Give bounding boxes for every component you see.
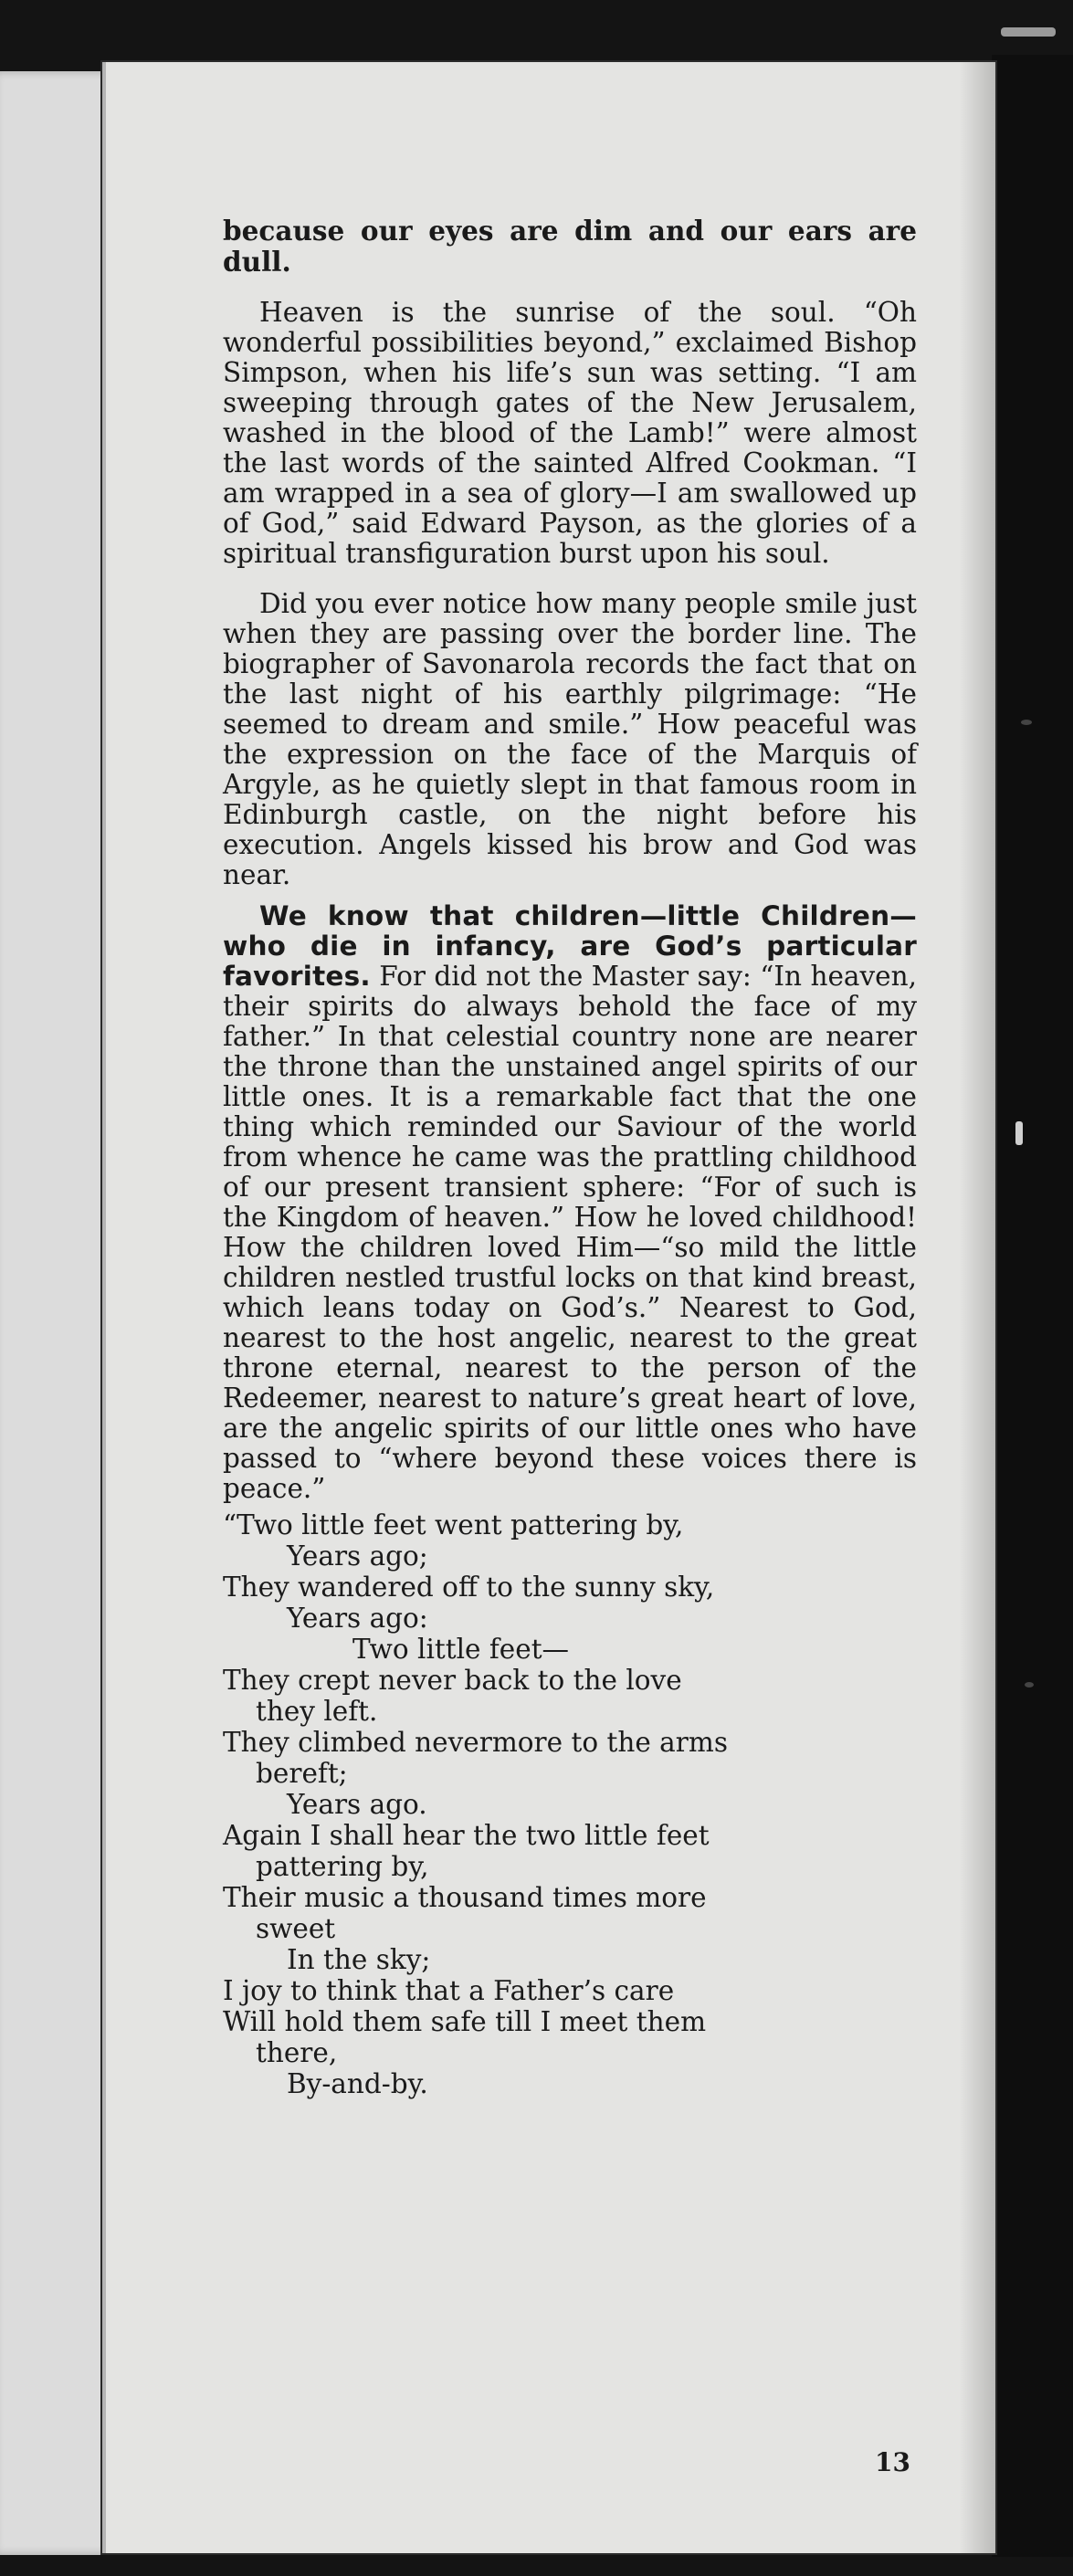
- scan-speck: [1015, 1121, 1023, 1145]
- poem-line: they left.: [256, 1696, 378, 1727]
- poem-line: Years ago:: [287, 1603, 428, 1634]
- paragraph-children: [223, 901, 917, 1504]
- scan-speck: [1001, 27, 1056, 37]
- poem-line: They wandered off to the sunny sky,: [223, 1572, 715, 1603]
- poem-line: Years ago;: [287, 1540, 428, 1572]
- paragraph-text: Heaven is the sunrise of the soul. “Oh wonderful possibilities beyond,” exclaimed Bishop Simpson, when his life’s sun was setting. “I am sweeping through gates of the New Jerusalem, washed in the blood of the Lamb!” were almost the last words of the sainted Alfred Cookman. “I am wrapped in a sea of glory—I am swallowed up of God,” said Edward Payson, as the glories of a spiritual transfiguration burst upon his soul.: [223, 297, 917, 569]
- text-column: [223, 216, 917, 2099]
- poem-line: They crept never back to the love: [223, 1665, 682, 1696]
- paragraph-text: Did you ever notice how many people smile just when they are passing over the border line. The biographer of Savonarola records the fact that on the last night of his earthly pilgrimage: “He seemed to dream and smile.” How peaceful was the expression on the face of the Marquis of Argyle, as he quietly slept in that famous room in Edinburgh castle, on the night before his execution. Angels kissed his brow and God was near.: [223, 588, 917, 890]
- poem-line: sweet: [256, 1913, 336, 1944]
- scan-speck: [1025, 1682, 1034, 1688]
- poem-line: By-and-by.: [287, 2068, 428, 2099]
- poem-line: They climbed nevermore to the arms: [223, 1727, 728, 1758]
- poem-line: “Two little feet went pattering by,: [223, 1509, 684, 1540]
- poem-line: Two little feet—: [352, 1634, 570, 1665]
- scan-speck: [1021, 720, 1032, 725]
- poem-line: there,: [256, 2037, 338, 2068]
- paragraph-gap: [223, 278, 917, 298]
- paragraph-text: because our eyes are dim and our ears are dull.: [223, 215, 917, 278]
- paragraph-border-line: [223, 589, 917, 890]
- page-number: 13: [875, 2447, 910, 2477]
- paragraph-heaven-sunrise: [223, 298, 917, 569]
- scan-dark-border: [992, 55, 1073, 2557]
- page-shadow: [959, 62, 995, 2553]
- poem-line: pattering by,: [256, 1851, 429, 1882]
- poem-line: bereft;: [256, 1758, 348, 1789]
- poem-line: I joy to think that a Father’s care: [223, 1975, 675, 2006]
- paragraph-continuation: [223, 216, 917, 278]
- poem-line: In the sky;: [287, 1944, 431, 1975]
- paragraph-gap: [223, 569, 917, 589]
- poem-line: Years ago.: [287, 1789, 427, 1820]
- poem-line: Will hold them safe till I meet them: [223, 2006, 707, 2037]
- document-page: [102, 62, 995, 2553]
- paragraph-lead-in: We know that children—little Children—who die in infancy, are God’s particular favorites.: [223, 900, 917, 992]
- poem-line: Their music a thousand times more: [223, 1882, 707, 1913]
- poem-line: Again I shall hear the two little feet: [223, 1820, 710, 1851]
- poem: [223, 1509, 917, 2099]
- paragraph-text: For did not the Master say: “In heaven, their spirits do always behold the face of my father.” In that celestial country none are nearer the throne than the unstained angel spirits of our little ones. It is a remarkable fact that the one thing which reminded our Saviour of the world from whence he came was the prattling childhood of our present transient sphere: “For of such is the Kingdom of heaven.” How he loved childhood! How the children loved Him—“so mild the little children nestled trustful locks on that kind breast, which leans today on God’s.” Nearest to God, nearest to the host angelic, nearest to the great throne eternal, nearest to the person of the Redeemer, nearest to nature’s great heart of love, are the angelic spirits of our little ones who have passed to “where beyond these voices there is peace.”: [223, 961, 917, 1504]
